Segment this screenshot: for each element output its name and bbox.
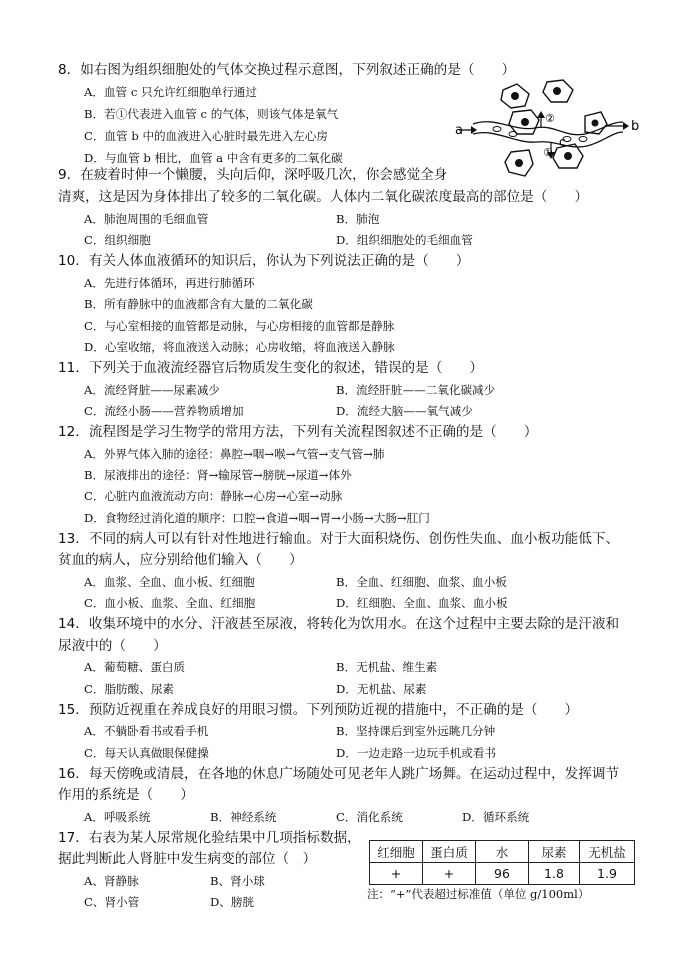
q17-option-c: C、肾小管 <box>84 895 140 909</box>
q9-option-a: A．肺泡周围的毛细血管 <box>84 212 209 226</box>
marker-1-label: ① <box>543 146 553 159</box>
table-row <box>370 863 635 885</box>
q9-option-c: C．组织细胞 <box>84 233 151 247</box>
marker-2-label: ② <box>545 112 555 125</box>
q10-option-b: B．所有静脉中的血液都含有大量的二氧化碳 <box>84 297 313 311</box>
q13-option-a: A．血浆、全血、血小板、红细胞 <box>84 575 255 589</box>
q16-option-b: B．神经系统 <box>210 810 277 824</box>
table-header-cell: 红细胞 <box>370 841 423 863</box>
urine-test-table <box>369 840 635 885</box>
q12-option-c: C．心脏内血液流动方向：静脉→心房→心室→动脉 <box>84 489 343 503</box>
q15-option-c: C．每天认真做眼保健操 <box>84 746 209 760</box>
q9-option-b: B．肺泡 <box>336 212 380 226</box>
q8-option-a: A．血管 c 只允许红细胞单行通过 <box>84 85 257 99</box>
q8-option-c: C．血管 b 中的血液进入心脏时最先进入左心房 <box>84 129 328 143</box>
q8-option-d: D．与血管 b 相比，血管 a 中含有更多的二氧化碳 <box>84 151 343 165</box>
q17-stem-line1: 17．右表为某人尿常规化验结果中几项指标数据， <box>58 830 361 846</box>
gas-exchange-diagram <box>455 76 640 184</box>
q17-option-b: B、肾小球 <box>210 874 265 888</box>
vessel-b-label: b <box>631 119 640 134</box>
q16-stem-line2: 作用的系统是（ ） <box>58 787 194 803</box>
table-cell: 1.9 <box>580 863 635 885</box>
q13-stem-line2: 贫血的病人，应分别给他们输入（ ） <box>58 552 303 568</box>
q14-stem-line1: 14．收集环境中的水分、汗液甚至尿液，将转化为饮用水。在这个过程中主要去除的是汗液和 <box>58 616 620 632</box>
q17-option-d: D、膀胱 <box>210 895 255 909</box>
q13-stem-line1: 13．不同的病人可以有针对性地进行输血。对于大面积烧伤、创伤性失血、血小板功能低下、 <box>58 531 620 547</box>
q11-option-a: A．流经肾脏——尿素减少 <box>84 383 220 397</box>
q10-option-a: A．先进行体循环，再进行肺循环 <box>84 276 255 290</box>
table-header-cell: 蛋白质 <box>423 841 476 863</box>
q11-stem: 11．下列关于血液流经器官后物质发生变化的叙述，错误的是（ ） <box>58 360 484 376</box>
q14-option-b: B．无机盐、维生素 <box>336 660 438 674</box>
q13-option-d: D．红细胞、全血、血浆、血小板 <box>336 596 508 610</box>
q16-stem-line1: 16．每天傍晚或清晨，在各地的休息广场随处可见老年人跳广场舞。在运动过程中，发挥调节 <box>58 766 620 782</box>
q13-option-c: C．血小板、血浆、全血、红细胞 <box>84 596 256 610</box>
q10-stem: 10．有关人体血液循环的知识后，你认为下列说法正确的是（ ） <box>58 253 470 269</box>
q9-stem-line1: 9．在疲着时伸一个懒腰，头向后仰，深呼吸几次，你会感觉全身 <box>58 167 448 183</box>
table-note: 注：“+”代表超过标准值（单位 g/100ml） <box>367 887 590 901</box>
q12-option-a: A．外界气体入肺的途径：鼻腔→咽→喉→气管→支气管→肺 <box>84 447 385 461</box>
q12-stem: 12．流程图是学习生物学的常用方法，下列有关流程图叙述不正确的是（ ） <box>58 424 538 440</box>
q14-option-d: D．无机盐、尿素 <box>336 682 427 696</box>
q9-option-d: D．组织细胞处的毛细血管 <box>336 233 473 247</box>
q13-option-b: B．全血、红细胞、血浆、血小板 <box>336 575 507 589</box>
q9-stem-line2: 清爽，这是因为身体排出了较多的二氧化碳。人体内二氧化碳浓度最高的部位是（ ） <box>58 189 589 205</box>
q16-option-a: A．呼吸系统 <box>84 810 151 824</box>
q11-option-d: D．流经大脑——氧气减少 <box>336 404 473 418</box>
q12-option-d: D．食物经过消化道的顺序：口腔→食道→咽→胃→小肠→大肠→肛门 <box>84 511 430 525</box>
q8-option-b: B．若①代表进入血管 c 的气体，则该气体是氧气 <box>84 107 339 121</box>
vessel-c-label: c <box>559 135 566 149</box>
table-cell: + <box>423 863 476 885</box>
q16-option-c: C．消化系统 <box>336 810 403 824</box>
table-cell: 1.8 <box>529 863 580 885</box>
q14-option-a: A．葡萄糖、蛋白质 <box>84 660 186 674</box>
q16-option-d: D．循环系统 <box>462 810 530 824</box>
table-header-cell: 尿素 <box>529 841 580 863</box>
q10-option-c: C．与心室相接的血管都是动脉，与心房相接的血管都是静脉 <box>84 319 395 333</box>
q15-stem: 15．预防近视重在养成良好的用眼习惯。下列预防近视的措施中，不正确的是（ ） <box>58 702 579 718</box>
vessel-a-label: a <box>455 123 463 138</box>
q11-option-b: B．流经肝脏——二氧化碳减少 <box>336 383 496 397</box>
q14-option-c: C．脂肪酸、尿素 <box>84 682 175 696</box>
q17-stem-line2: 据此判断此人肾脏中发生病变的部位（ ） <box>58 851 317 867</box>
q17-option-a: A、肾静脉 <box>84 874 139 888</box>
q14-stem-line2: 尿液中的（ ） <box>58 638 167 654</box>
table-cell: 96 <box>476 863 529 885</box>
table-header-row <box>370 841 635 863</box>
table-header-cell: 水 <box>476 841 529 863</box>
table-cell: + <box>370 863 423 885</box>
q11-option-c: C．流经小肠——营养物质增加 <box>84 404 244 418</box>
q15-option-a: A．不躺卧看书或看手机 <box>84 724 209 738</box>
table-header-cell: 无机盐 <box>580 841 635 863</box>
q15-option-b: B．坚持课后到室外远眺几分钟 <box>336 724 496 738</box>
q12-option-b: B．尿液排出的途径：肾→输尿管→膀胱→尿道→体外 <box>84 468 352 482</box>
q8-stem: 8．如右图为组织细胞处的气体交换过程示意图，下列叙述正确的是（ ） <box>58 62 516 78</box>
q15-option-d: D．一边走路一边玩手机或看书 <box>336 746 497 760</box>
q10-option-d: D．心室收缩，将血液送入动脉；心房收缩，将血液送入静脉 <box>84 340 395 354</box>
